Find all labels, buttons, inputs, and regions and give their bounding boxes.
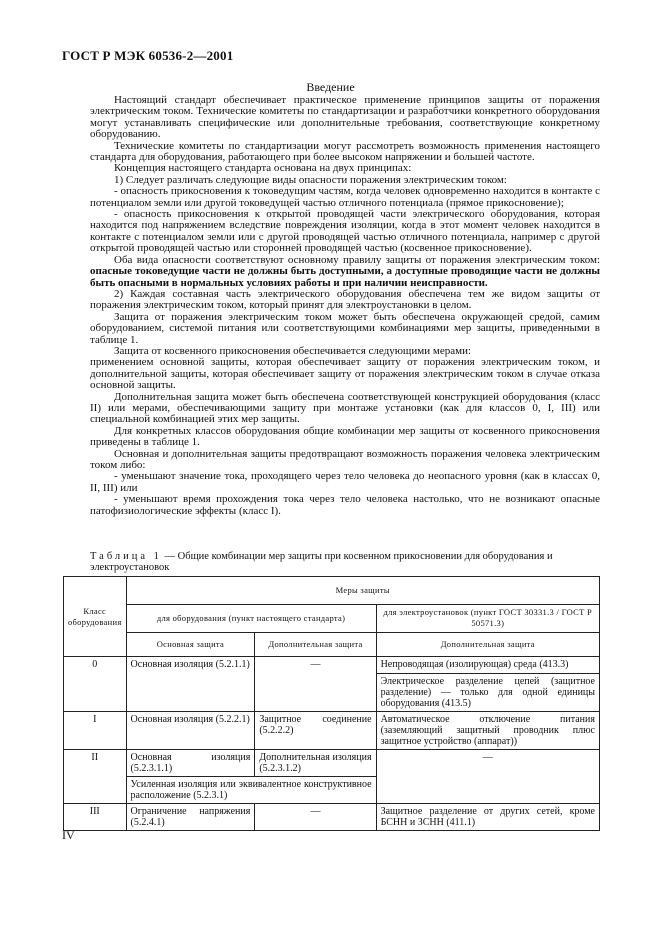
paragraph: Настоящий стандарт обеспечивает практическое применение принципов защиты от поражения электрическим током. Технические комитеты по стандартизации и разработчики конкретного оборудования могут устанавливать специфические или дополнительные требования, соответствующие конкретному оборудованию.: [90, 94, 600, 141]
table-row: [64, 750, 600, 777]
header-additional-protection-installation: Дополнительная защита: [376, 633, 599, 657]
row-basic: Основная изоляция (5.2.1.1): [126, 657, 255, 712]
protection-measures-table: [63, 576, 600, 831]
row-basic: Основная изоляция (5.2.3.1.1): [126, 750, 255, 777]
row-additional: —: [255, 804, 376, 831]
paragraph: Защита от косвенного прикосновения обеспечивается следующими мерами:: [114, 344, 472, 357]
row-class: III: [64, 804, 127, 831]
paragraph: 2) Каждая составная часть электрического оборудования обеспечена тем же видом защиты от поражения электрическим током, который принят для электроустановки в целом.: [90, 287, 600, 312]
table-caption-label: Таблица 1: [90, 551, 162, 562]
section-title: Введение: [306, 80, 355, 94]
paragraph: Дополнительная защита может быть обеспечена соответствующей конструкцией оборудования (класс II) или мерами, обеспечивающими защиту при монтаже установки (как для классов 0, I, III) или специальной комбинацией этих мер защиты.: [90, 390, 600, 426]
paragraph: 1) Следует различать следующие виды опасности поражения электрическим током:: [114, 173, 507, 186]
row-installation: —: [376, 750, 599, 804]
table-caption: [90, 551, 600, 573]
paragraph: Защита от поражения электрическим током может быть обеспечена окружающей средой, самим оборудованием, системой питания или соответствующими комбинациями мер защиты, приведенными в таблице 1.: [90, 310, 600, 346]
paragraph: Основная и дополнительная защиты предотвращают возможность поражения человека электрическим током либо:: [90, 447, 600, 471]
table-row: [64, 712, 600, 750]
header-measures: Меры защиты: [126, 577, 599, 605]
header-for-equipment: для оборудования (пункт настоящего стандарта): [126, 605, 376, 633]
row-installation: Автоматическое отключение питания (заземляющий защитный проводник плюс защитное устройство (аппарат)): [376, 712, 599, 750]
table-row: [64, 657, 600, 712]
row-class: I: [64, 712, 127, 750]
paragraph: [90, 255, 600, 289]
header-class-column: Класс оборудования: [64, 577, 127, 657]
table-caption-text: — Общие комбинации мер защиты при косвенном прикосновении для оборудования и электроустановок: [90, 551, 553, 573]
row-basic: Ограничение напряжения (5.2.4.1): [126, 804, 255, 831]
body-text: [90, 95, 600, 517]
row-additional: —: [255, 657, 376, 712]
paragraph: Для конкретных классов оборудования общие комбинации мер защиты от косвенного прикосновения приведены в таблице 1.: [90, 424, 600, 449]
header-for-installations: для электроустановок (пункт ГОСТ 30331.3 / ГОСТ Р 50571.3): [376, 605, 599, 633]
paragraph: - опасность прикосновения к открытой проводящей части электрического оборудования, которая находится под напряжением вследствие повреждения изоляции, когда в этот момент человек находится в контакте с потенциалом земли или с другой проводящей частью отличного потенциала, например с другой открытой проводящей частью или сторонней проводящей частью (косвенное прикосновение).: [90, 208, 600, 255]
paragraph: - уменьшают время прохождения тока через тело человека настолько, что не возникают опасные патофизиологические эффекты (класс I).: [90, 493, 600, 517]
paragraph: Концепция настоящего стандарта основана на двух принципах:: [114, 162, 412, 175]
table-row: [64, 804, 600, 831]
paragraph: Технические комитеты по стандартизации могут рассмотреть возможность применения настоящего стандарта для оборудования, работающего при более высоком напряжении и большей частоте.: [90, 139, 600, 164]
row-class: II: [64, 750, 127, 804]
paragraph-emphasis: опасные токоведущие части не должны быть доступными, а доступные проводящие части не должны быть опасными в нормальных условиях работы и при наличии неисправности.: [90, 265, 600, 289]
row-basic: Основная изоляция (5.2.2.1): [126, 712, 255, 750]
paragraph: применением основной защиты, которая обеспечивает защиту от поражения электрическим током, и дополнительной защиты, которая обеспечивает защиту от поражения электрическим током в случае отказа основной защиты.: [90, 356, 600, 392]
page-number: IV: [62, 828, 75, 842]
row-additional: Дополнительная изоляция (5.2.3.1.2): [255, 750, 376, 777]
row-class: 0: [64, 657, 127, 712]
row-additional: Защитное соединение (5.2.2.2): [255, 712, 376, 750]
installation-measure: Непроводящая (изолирующая) среда (413.3): [380, 659, 569, 670]
document-header: ГОСТ Р МЭК 60536-2—2001: [62, 48, 234, 63]
row-installation: Защитное разделение от других сетей, кроме БСНН и ЗСНН (411.1): [376, 804, 599, 831]
installation-measure: Электрическое разделение цепей (защитное разделение) — только для одной единицы оборудования (413.5): [377, 673, 599, 709]
paragraph: - уменьшают значение тока, проходящего через тело человека до неопасного уровня (как в классах 0, II, III) или: [90, 470, 600, 494]
header-basic-protection: Основная защита: [126, 633, 255, 657]
header-additional-protection: Дополнительная защита: [255, 633, 376, 657]
paragraph: - опасность прикосновения к токоведущим частям, когда человек одновременно находится в контакте с потенциалом земли или другой токоведущей частью отличного потенциала (прямое прикосновение);: [90, 185, 600, 209]
row-combined-protection: Усиленная изоляция или эквивалентное конструктивное расположение (5.2.3.1): [126, 777, 376, 804]
paragraph-lead: Оба вида опасности соответствуют основному правилу защиты от поражения электрическим током:: [114, 253, 600, 266]
row-installation: [376, 657, 599, 712]
